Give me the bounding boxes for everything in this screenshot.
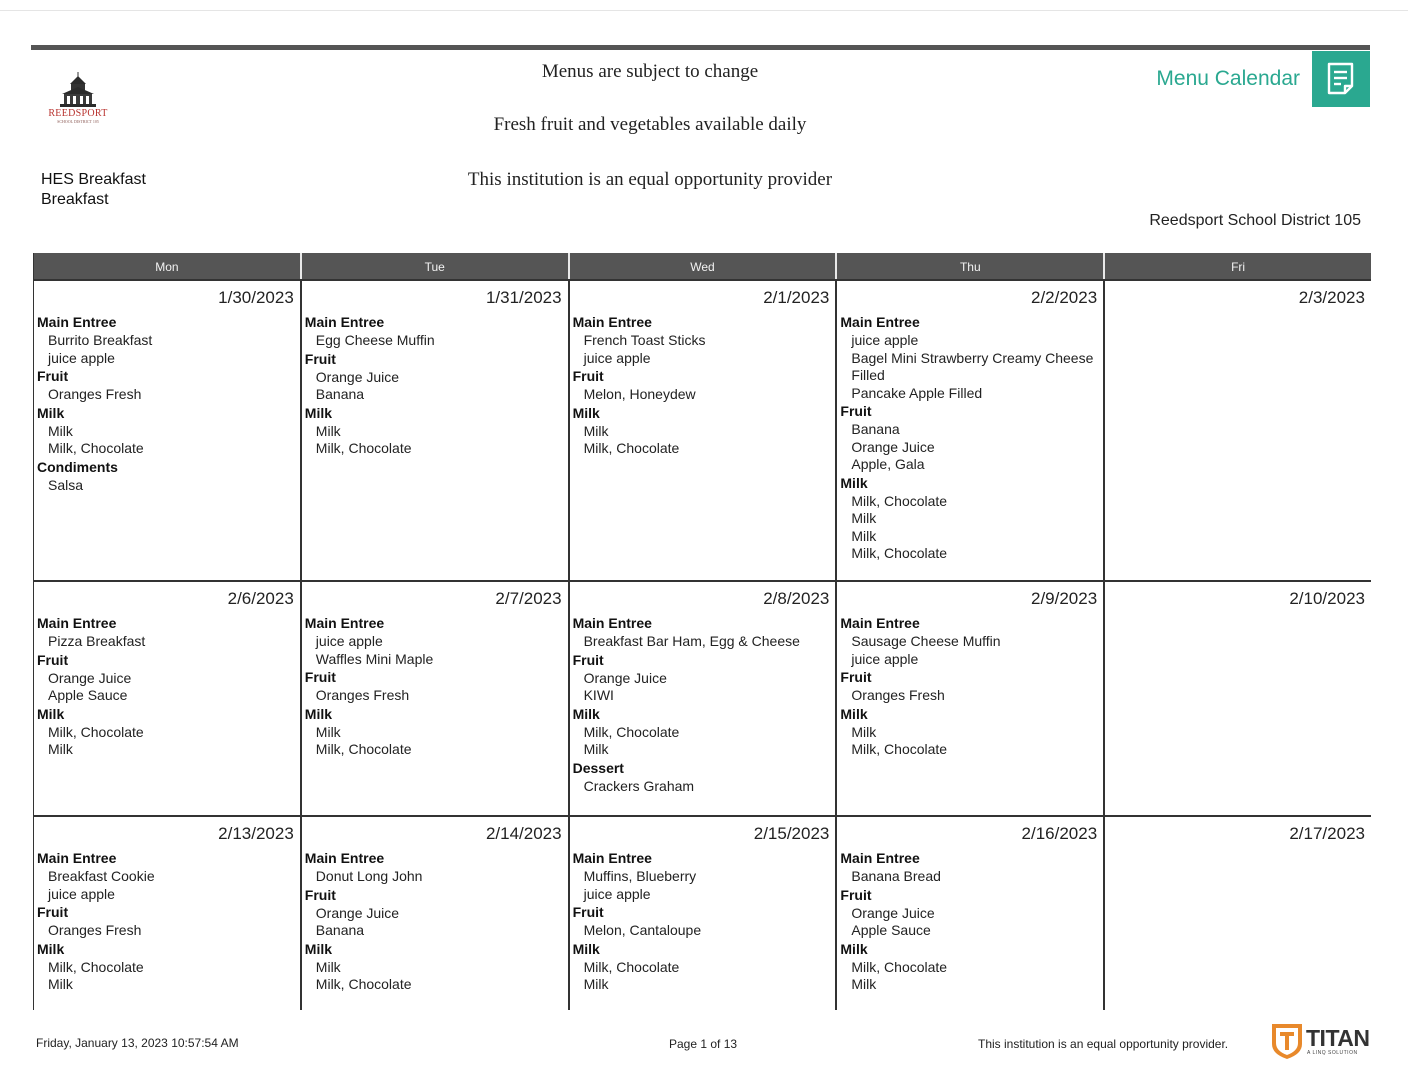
menu-category: Main Entree <box>840 615 920 631</box>
menu-item: Salsa <box>48 476 84 493</box>
district-name: Reedsport School District 105 <box>1149 212 1361 229</box>
menu-item: Oranges Fresh <box>48 386 142 402</box>
menu-item: Milk <box>315 958 341 975</box>
menu-item: Muffins, Blueberry <box>583 868 697 884</box>
menu-item: Banana Bread <box>851 868 941 884</box>
notice-subject-to-change: Menus are subject to change <box>541 61 759 82</box>
weekday-header-mon: Mon <box>34 253 302 279</box>
menu-category: Main Entree <box>37 615 117 631</box>
menu-category: Main Entree <box>37 850 117 866</box>
menu-subtitle: Breakfast <box>41 191 109 208</box>
menu-item: Sausage Cheese Muffin <box>851 633 1001 649</box>
menu-item: Milk <box>48 741 73 757</box>
menu-item: Milk, Chocolate <box>48 440 144 456</box>
menu-item: Bagel Mini Strawberry Creamy Cheese Filled <box>851 349 1094 383</box>
day-cell <box>837 281 1105 580</box>
day-date: 2/7/2023 <box>495 589 562 608</box>
menu-category: Fruit <box>304 886 336 903</box>
menu-item: Milk <box>48 422 73 439</box>
menu-category: Fruit <box>572 368 604 384</box>
menu-item: Oranges Fresh <box>851 687 945 703</box>
weekday-header-thu: Thu <box>837 253 1105 279</box>
day-date: 2/8/2023 <box>763 589 830 608</box>
menu-item: juice apple <box>851 650 919 667</box>
logo-subtext: SCHOOL DISTRICT 105 <box>57 119 99 124</box>
day-date: 2/6/2023 <box>227 589 294 608</box>
menu-item: Orange Juice <box>851 438 935 455</box>
menu-category: Milk <box>37 705 65 722</box>
weekday-header-tue: Tue <box>302 253 570 279</box>
menu-category: Main Entree <box>304 850 385 866</box>
menu-item: Waffles Mini Maple <box>315 650 434 667</box>
header-bar <box>31 45 1370 50</box>
weekday-header-fri: Fri <box>1231 260 1246 274</box>
menu-item: Milk <box>851 976 877 992</box>
menu-category: Milk <box>37 940 65 957</box>
menu-item: Melon, Cantaloupe <box>583 922 702 938</box>
menu-item: Milk <box>48 976 73 992</box>
menu-item: Milk <box>851 723 877 740</box>
menu-item: juice apple <box>48 349 115 366</box>
menu-item: Orange Juice <box>583 669 667 686</box>
day-cell <box>34 582 302 815</box>
menu-item: Banana <box>315 386 365 402</box>
menu-category: Fruit <box>572 651 604 668</box>
day-cell <box>1105 817 1371 1010</box>
day-date: 2/2/2023 <box>1031 288 1098 307</box>
print-timestamp: Friday, January 13, 2023 10:57:54 AM <box>36 1036 239 1050</box>
day-date: 1/30/2023 <box>218 288 294 307</box>
menu-item: Apple Sauce <box>48 687 128 703</box>
menu-category: Milk <box>840 705 868 722</box>
menu-category: Fruit <box>304 350 336 367</box>
menu-category: Fruit <box>37 368 69 384</box>
menu-item: Milk <box>583 741 609 757</box>
menu-item: Milk <box>851 527 877 544</box>
menu-category: Milk <box>304 404 333 421</box>
weekday-header-row <box>34 253 1371 279</box>
menu-item: Milk <box>315 422 341 439</box>
menu-title: HES Breakfast <box>41 171 146 188</box>
day-cell <box>570 281 838 580</box>
day-cell <box>1105 582 1371 815</box>
menu-item: Milk, Chocolate <box>315 741 412 757</box>
day-date: 1/31/2023 <box>485 288 562 307</box>
menu-category: Main Entree <box>572 850 652 866</box>
day-date: 2/15/2023 <box>753 824 830 843</box>
menu-category: Condiments <box>37 458 118 475</box>
menu-item: Milk, Chocolate <box>315 976 412 992</box>
day-date: 2/10/2023 <box>1289 589 1365 608</box>
menu-item: Milk, Chocolate <box>315 440 412 456</box>
menu-item: juice apple <box>583 349 651 366</box>
menu-calendar-icon <box>1312 51 1370 107</box>
menu-item: Milk, Chocolate <box>48 723 144 740</box>
menu-item: Orange Juice <box>315 904 400 921</box>
menu-category: Main Entree <box>304 314 385 330</box>
menu-category: Milk <box>572 705 600 722</box>
week-row <box>34 279 1371 580</box>
menu-item: KIWI <box>583 687 614 703</box>
day-cell <box>302 281 570 580</box>
menu-category: Fruit <box>304 669 336 685</box>
day-cell <box>837 817 1105 1010</box>
menu-item: Milk <box>851 510 877 526</box>
top-rule <box>0 10 1408 11</box>
menu-item: Milk, Chocolate <box>851 958 948 975</box>
menu-item: Milk, Chocolate <box>583 440 680 456</box>
day-date: 2/13/2023 <box>218 824 294 843</box>
titan-wordmark: TITAN <box>1306 1025 1370 1051</box>
menu-item: Milk, Chocolate <box>851 492 948 509</box>
menu-item: Pancake Apple Filled <box>851 384 983 401</box>
menu-category: Dessert <box>572 759 624 776</box>
menu-item: Milk, Chocolate <box>583 958 680 975</box>
menu-calendar-grid <box>33 253 1371 1010</box>
notice-equal-opportunity: This institution is an equal opportunity provider <box>467 169 833 190</box>
titan-tagline: A LINQ SOLUTION <box>1307 1050 1358 1056</box>
menu-item: juice apple <box>48 885 115 902</box>
day-date: 2/9/2023 <box>1031 589 1098 608</box>
day-cell <box>1105 281 1371 580</box>
menu-item: Apple Sauce <box>851 922 931 938</box>
day-date: 2/3/2023 <box>1298 288 1365 307</box>
menu-category: Main Entree <box>840 850 920 866</box>
footer-equal-opportunity: This institution is an equal opportunity provider. <box>978 1037 1229 1051</box>
day-cell <box>570 582 838 815</box>
menu-item: Breakfast Bar Ham, Egg & Cheese <box>583 633 800 649</box>
menu-item: Milk <box>583 422 609 439</box>
day-cell <box>34 281 302 580</box>
day-date: 2/16/2023 <box>1021 824 1098 843</box>
menu-category: Milk <box>37 404 65 421</box>
menu-item: juice apple <box>315 633 383 649</box>
menu-calendar-label: Menu Calendar <box>1156 67 1300 90</box>
menu-item: Melon, Honeydew <box>583 386 696 402</box>
menu-item: Orange Juice <box>315 368 400 385</box>
menu-category: Main Entree <box>572 314 652 330</box>
menu-category: Milk <box>304 705 333 722</box>
menu-item: French Toast Sticks <box>583 332 706 348</box>
day-date: 2/1/2023 <box>763 288 830 307</box>
menu-item: Burrito Breakfast <box>48 332 153 348</box>
menu-item: Orange Juice <box>48 669 132 686</box>
menu-category: Fruit <box>37 651 69 668</box>
menu-item: Banana <box>315 922 365 938</box>
menu-item: Crackers Graham <box>583 777 695 794</box>
menu-item: juice apple <box>851 332 919 348</box>
menu-category: Main Entree <box>572 615 652 631</box>
menu-category: Milk <box>304 940 333 957</box>
menu-item: Donut Long John <box>315 868 423 884</box>
menu-item: Pizza Breakfast <box>48 633 146 649</box>
menu-category: Fruit <box>572 904 604 920</box>
menu-item: Milk, Chocolate <box>48 958 144 975</box>
menu-category: Main Entree <box>840 314 920 330</box>
menu-item: Banana <box>851 421 900 437</box>
day-cell <box>302 582 570 815</box>
notice-fresh-fruit: Fresh fruit and vegetables available daily <box>493 114 807 135</box>
menu-item: Breakfast Cookie <box>48 868 155 884</box>
titan-shield-icon <box>1270 1022 1304 1060</box>
day-cell <box>302 817 570 1010</box>
menu-item: Milk <box>583 976 609 992</box>
menu-item: Orange Juice <box>851 904 935 921</box>
menu-category: Fruit <box>37 904 69 920</box>
menu-category: Main Entree <box>37 314 117 330</box>
menu-category: Milk <box>840 940 868 957</box>
day-date: 2/14/2023 <box>485 824 562 843</box>
menu-item: Apple, Gala <box>851 456 925 472</box>
menu-category: Milk <box>572 404 600 421</box>
titan-logo <box>1270 1022 1375 1060</box>
weekday-header-wed: Wed <box>570 253 838 279</box>
menu-item: Milk, Chocolate <box>851 545 948 561</box>
menu-item: Oranges Fresh <box>315 687 410 703</box>
menu-item: Milk, Chocolate <box>583 723 680 740</box>
page-indicator: Page 1 of 13 <box>669 1037 738 1051</box>
menu-item: Milk, Chocolate <box>851 741 948 757</box>
menu-category: Milk <box>840 474 868 491</box>
menu-item: Oranges Fresh <box>48 922 142 938</box>
week-row <box>34 815 1371 1010</box>
logo-wordmark: REEDSPORT <box>48 108 108 119</box>
menu-name <box>41 170 146 210</box>
week-row <box>34 580 1371 815</box>
menu-category: Fruit <box>840 403 872 419</box>
day-cell <box>34 817 302 1010</box>
menu-item: Milk <box>315 723 341 740</box>
menu-category: Fruit <box>840 886 872 903</box>
day-cell <box>570 817 838 1010</box>
menu-category: Milk <box>572 940 600 957</box>
menu-item: juice apple <box>583 885 651 902</box>
day-date: 2/17/2023 <box>1289 824 1365 843</box>
menu-category: Main Entree <box>304 615 385 631</box>
menu-category: Fruit <box>840 669 872 685</box>
day-cell <box>837 582 1105 815</box>
menu-item: Egg Cheese Muffin <box>315 332 435 348</box>
